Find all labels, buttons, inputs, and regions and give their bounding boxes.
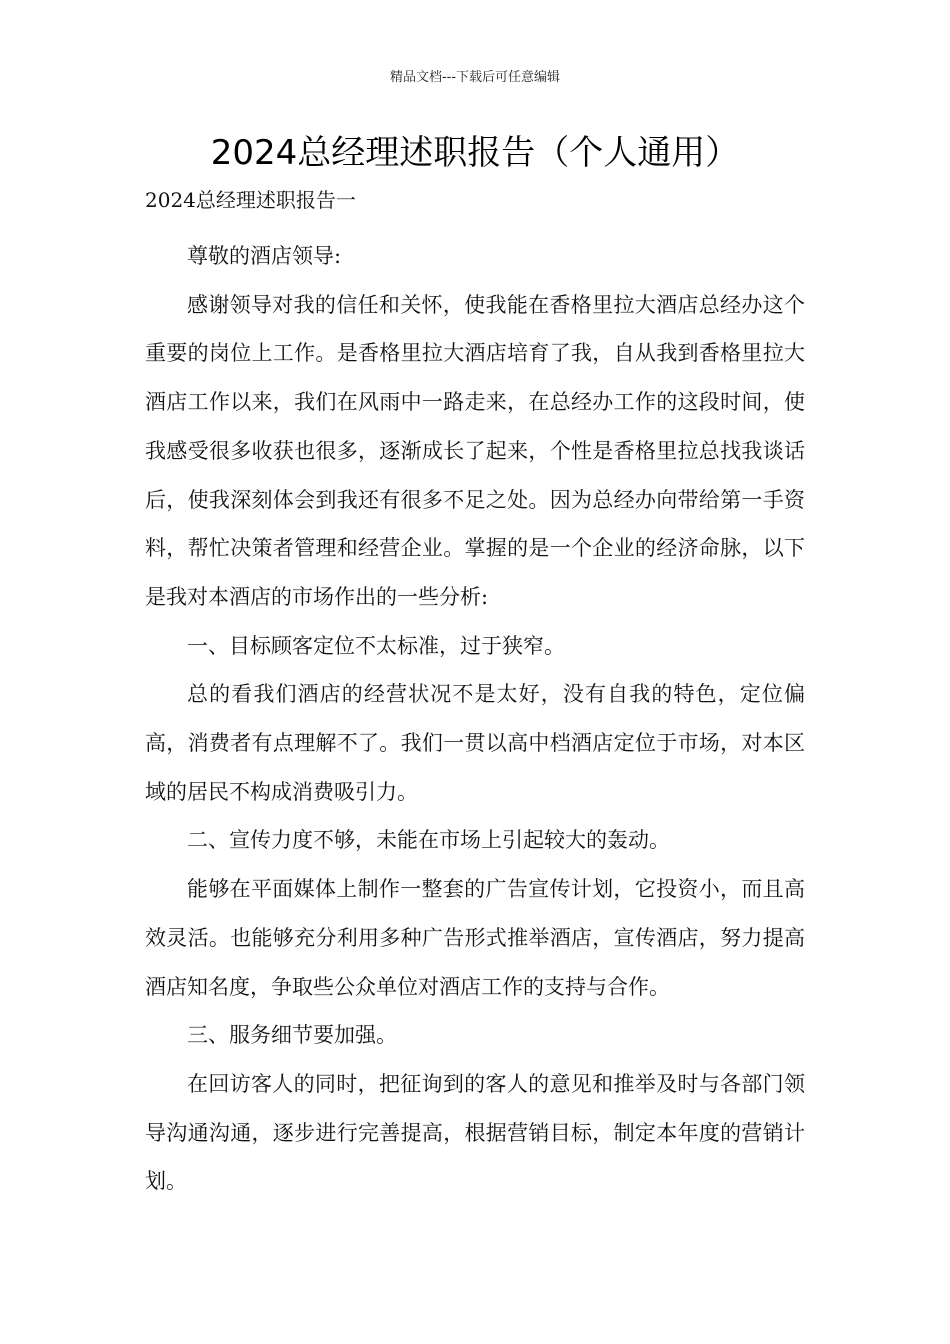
section-paragraph-1: 总的看我们酒店的经营状况不是太好，没有自我的特色，定位偏高，消费者有点理解不了。我们一贯以高中档酒店定位于市场，对本区域的居民不构成消费吸引力。 [145, 682, 805, 804]
page-header: 精品文档---下载后可任意编辑 [389, 70, 561, 85]
section-paragraph-3: 在回访客人的同时，把征询到的客人的意见和推举及时与各部门领导沟通沟通，逐步进行完善提高，根据营销目标，制定本年度的营销计划。 [145, 1071, 805, 1194]
section-paragraph-2: 能够在平面媒体上制作一整套的广告宣传计划，它投资小，而且高效灵活。也能够充分利用多种广告形式推举酒店，宣传酒店，努力提高酒店知名度，争取些公众单位对酒店工作的支持与合作。 [145, 877, 805, 999]
intro-paragraph: 感谢领导对我的信任和关怀，使我能在香格里拉大酒店总经办这个重要的岗位上工作。是香格里拉大酒店培育了我，自从我到香格里拉大酒店工作以来，我们在风雨中一路走来，在总经办工作的这段时间，使我感受很多收获也很多，逐渐成长了起来，个性是香格里拉总找我谈话后，使我深刻体会到我还有很多不足之处。因为总经办向带给第一手资料，帮忙决策者管理和经营企业。掌握的是一个企业的经济命脉，以下是我对本酒店的市场作出的一些分析: [145, 292, 805, 609]
section-heading-3: 三、服务细节要加强。 [187, 1023, 397, 1048]
document-subtitle: 2024总经理述职报告一 [145, 188, 356, 212]
section-heading-2: 二、宣传力度不够，未能在市场上引起较大的轰动。 [187, 828, 670, 853]
document-body [145, 232, 805, 1206]
document-title: 2024总经理述职报告（个人通用） [210, 133, 740, 173]
section-heading-1: 一、目标顾客定位不太标准，过于狭窄。 [187, 633, 565, 658]
salutation-paragraph: 尊敬的酒店领导: [187, 244, 342, 268]
